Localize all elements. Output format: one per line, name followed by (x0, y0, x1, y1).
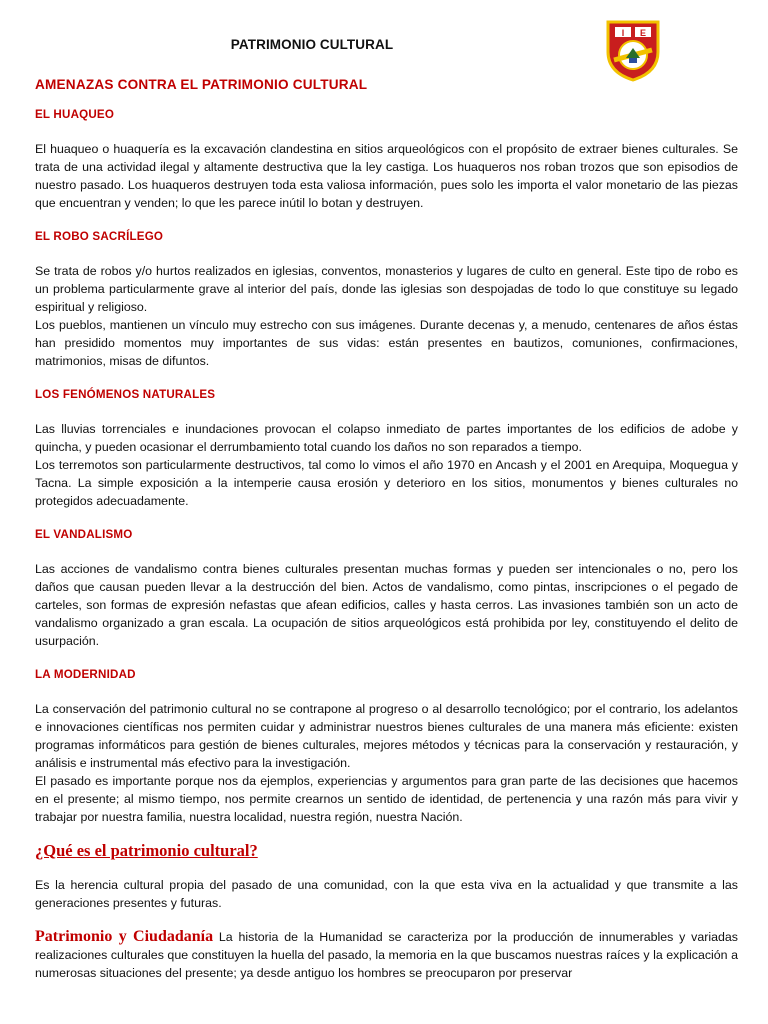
section-heading-fenomenos: LOS FENÓMENOS NATURALES (35, 388, 216, 401)
crest-letter-e: E (639, 28, 647, 38)
paragraph: El pasado es importante porque nos da ejemplos, experiencias y argumentos para gran parte de las decisiones que hacemos en el presente; al mismo tiempo, nos permite crearnos un sentido de identidad, de pertenencia y una razón más para vivir y trabajar por nuestra familia, nuestra localidad, nuestra región, nuestra Nación. (35, 774, 738, 824)
section-heading-modernidad: LA MODERNIDAD (35, 668, 136, 681)
section-body-huaqueo (35, 140, 738, 212)
section-heading-huaqueo: EL HUAQUEO (35, 108, 115, 121)
paragraph: Los terremotos son particularmente destructivos, tal como lo vimos el año 1970 en Ancash y el 2001 en Arequipa, Moquegua y Tacna. La simple exposición a la intemperie causa erosión y deterioro en los sitios, monumentos y bienes culturales no protegidos adecuadamente. (35, 458, 738, 508)
paragraph: Los pueblos, mantienen un vínculo muy estrecho con sus imágenes. Durante decenas y, a menudo, centenares de años éstas han presidido momentos muy importantes de sus vidas: están presentes en bautizos, comuniones, confirmaciones, matrimonios, misas de difuntos. (35, 318, 738, 368)
paragraph: Es la herencia cultural propia del pasado de una comunidad, con la que esta viva en la actualidad y que transmite a las generaciones presentes y futuras. (35, 878, 738, 910)
section-body-modernidad (35, 700, 738, 826)
paragraph: Se trata de robos y/o hurtos realizados en iglesias, conventos, monasterios y lugares de culto en general. Este tipo de robo es un problema particularmente grave al interior del país, donde las iglesias son despojadas de todo lo que constituye su legado espiritual y religioso. (35, 264, 738, 314)
section-body-robo (35, 262, 738, 370)
main-heading: AMENAZAS CONTRA EL PATRIMONIO CULTURAL (35, 77, 368, 92)
section-heading-robo: EL ROBO SACRÍLEGO (35, 230, 164, 243)
paragraph: El huaqueo o huaquería es la excavación clandestina en sitios arqueológicos con el propósito de extraer bienes culturales. Se trata de una actividad ilegal y altamente destructiva que la ley castiga. Los huaqueros nos roban trozos que son episodios de nuestro pasado. Los huaqueros destruyen toda esta valiosa información, pues solo les importa el valor monetario de las piezas que encuentran y venden; lo que les parece inútil lo botan y destruyen. (35, 142, 738, 210)
paragraph: Las acciones de vandalismo contra bienes culturales presentan muchas formas y pueden ser intencionales o no, pero los daños que causan pueden llevar a la destrucción del bien. Actos de vandalismo, como pintas, inscripciones o el pegado de carteles, son formas de expresión nefastas que afean edificios, calles y hasta cerros. Las invasiones también son un acto de vandalismo organizado a gran escala. La ocupación de sitios arqueológicos está prohibida por ley, constituyendo el delito de usurpación. (35, 562, 738, 648)
question-body (35, 876, 738, 912)
paragraph: La conservación del patrimonio cultural no se contrapone al progreso o al desarrollo tecnológico; por el contrario, los adelantos e innovaciones científicas nos permiten cuidar y administrar nuestros bienes culturales de una manera más eficiente: existen programas informáticos para gestión de bienes culturales, mejores métodos y técnicas para la conservación y restauración, y análisis e instrumental más efectivo para la investigación. (35, 702, 738, 770)
document-title: PATRIMONIO CULTURAL (230, 37, 394, 52)
paragraph (35, 928, 738, 982)
ciudadania-label: Patrimonio y Ciudadanía (35, 928, 214, 945)
section-body-vandalismo (35, 560, 738, 650)
ciudadania-text: La historia de la Humanidad se caracteriza por la producción de innumerables y variadas realizaciones culturales que constituyen la huella del pasado, la memoria en la que buscamos nuestras raíces y la explicación a numerosas situaciones del presente; ya desde antiguo los hombres se preocuparon por preservar (35, 930, 738, 980)
document-body (35, 76, 738, 998)
question-heading: ¿Qué es el patrimonio cultural? (35, 841, 258, 860)
section-body-fenomenos (35, 420, 738, 510)
ciudadania-paragraph (35, 928, 738, 982)
section-heading-vandalismo: EL VANDALISMO (35, 528, 133, 541)
school-crest-logo (602, 18, 664, 82)
paragraph: Las lluvias torrenciales e inundaciones provocan el colapso inmediato de partes importantes de los edificios de adobe y quincha, y pueden ocasionar el derrumbamiento total cuando los daños no son reparados a tiempo. (35, 422, 738, 454)
crest-letter-i: I (621, 28, 625, 38)
